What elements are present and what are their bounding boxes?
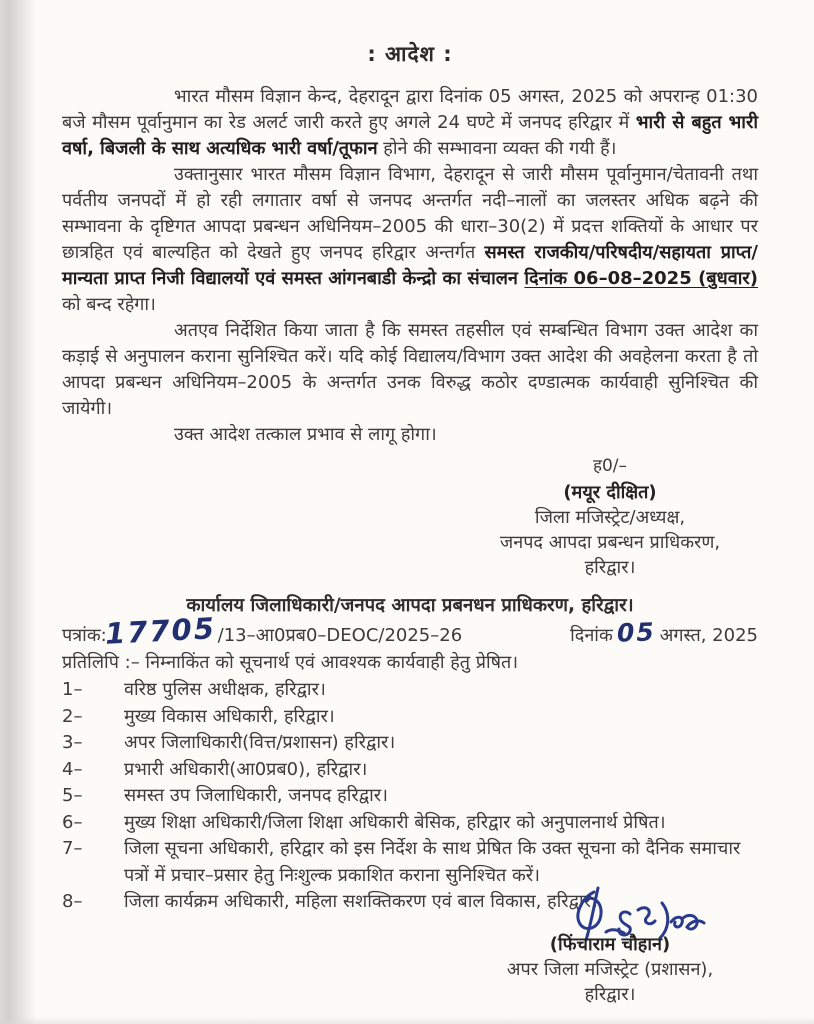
- document-content: [62, 40, 758, 1007]
- copy-item-text: वरिष्ठ पुलिस अधीक्षक, हरिद्वार।: [124, 679, 326, 700]
- copy-item-number: 2–: [62, 705, 83, 727]
- signatory-bottom-name: (फिंचाराम चौहान): [549, 933, 671, 955]
- para2-text-end: को बन्द रहेगा।: [62, 294, 156, 315]
- copy-list: [62, 677, 758, 916]
- copy-item: [62, 810, 758, 837]
- signatory-bottom-title1: अपर जिला मजिस्ट्रेट (प्रशासन),: [506, 958, 714, 980]
- copy-item-text: जिला कार्यक्रम अधिकारी, महिला सशक्तिकरण एवं बाल विकास, हरिद्वार।: [124, 891, 598, 912]
- para2-text: उक्तानुसार भारत मौसम विज्ञान विभाग, देहरादून से जारी मौसम पूर्वानुमान/चेतावनी तथा पर्वतीय जनपदों में हो रही लगातार वर्षा से जनपद अन्तर्गत नदी–नालों का जलस्तर अधिक बढ़ने की सम्भावना के दृष्टिगत आपदा प्रबन्धन अधिनियम–2005 की धारा–30(2) में प्रदत्त शक्तियों के आधार पर छात्रहित एवं बाल्यहित को देखते हुए जनपद हरिद्वार अन्तर्गत: [62, 164, 758, 263]
- copy-item-number: 3–: [62, 732, 83, 753]
- copy-item-number: 4–: [62, 758, 83, 780]
- signatory-block-top: [466, 454, 754, 580]
- letter-date-label: दिनांक: [570, 625, 613, 646]
- signatory-top-name: (मयूर दीक्षित): [563, 482, 657, 503]
- scan-left-edge-shadow: [0, 0, 36, 1024]
- para1-text: भारत मौसम विज्ञान केन्द, देहरादून द्वारा दिनांक 05 अगस्त, 2025 को अपरान्ह 01:30 बजे मौसम पूर्वानुमान का रेड अलर्ट जारी करते हुए अगले 24 घण्टे में जनपद हरिद्वार में: [62, 86, 758, 133]
- copy-item-text: जिला सूचना अधिकारी, हरिद्वार को इस निर्देश के साथ प्रेषित कि उक्त सूचना को दैनिक समाचार पत्रों में प्रचार–प्रसार हेतु निःशुल्क प्रकाशित कराना सुनिश्चित करें।: [124, 838, 741, 886]
- signatory-top-place: हरिद्वार।: [584, 557, 636, 578]
- copy-item-number: 5–: [62, 785, 83, 806]
- letter-date: [570, 617, 758, 649]
- para2-closure-date: दिनांक 06–08–2025 (बुधवार): [524, 268, 758, 289]
- scan-bottom-edge-shadow: [0, 1016, 814, 1024]
- copy-item: [62, 757, 758, 784]
- order-paragraph-4: उक्त आदेश तत्काल प्रभाव से लागू होगा।: [174, 424, 437, 445]
- signed-mark: ह0/–: [592, 456, 628, 476]
- copy-item-text: प्रभारी अधिकारी(आ0प्रब0), हरिद्वार।: [124, 758, 368, 780]
- letter-date-rest: अगस्त, 2025: [659, 625, 758, 646]
- copy-item-number: 7–: [62, 838, 83, 859]
- copy-item-text: समस्त उप जिलाधिकारी, जनपद हरिद्वार।: [124, 785, 388, 806]
- office-heading: कार्यालय जिलाधिकारी/जनपद आपदा प्रबनधन प्राधिकरण, हरिद्वार।: [186, 595, 634, 616]
- handwritten-letter-day: 05: [616, 617, 657, 648]
- order-title: : आदेश :: [367, 42, 453, 66]
- reference-row: [62, 611, 758, 651]
- copy-item: [62, 783, 758, 810]
- copy-item-text: मुख्य विकास अधिकारी, हरिद्वार।: [124, 705, 335, 727]
- order-paragraph-3: अतएव निर्देशित किया जाता है कि समस्त तहसील एवं सम्बन्धित विभाग उक्त आदेश का कड़ाई से अनुपालन कराना सुनिश्चित करें। यदि कोई विद्यालय/विभाग उक्त आदेश की अवहेलना करता है तो आपदा प्रबन्धन अधिनियम–2005 के अन्तर्गत उनक विरुद्ध कठोर दण्डात्मक कार्यवाही सुनिश्चित की जायेगी।: [62, 320, 758, 419]
- order-paragraph-1: [62, 84, 758, 162]
- letter-number-rest: /13–आ0प्रब0–DEOC/2025–26: [217, 625, 463, 646]
- copy-item-number: 6–: [62, 811, 83, 833]
- copy-item: [62, 704, 758, 731]
- signatory-block-bottom: [466, 886, 754, 1007]
- para1-text-end: होने की सम्भावना व्यक्त की गयी हैं।: [377, 138, 617, 159]
- signatory-top-title1: जिला मजिस्ट्रेट/अध्यक्ष,: [534, 507, 686, 528]
- copy-item-number: 8–: [62, 891, 83, 912]
- para1-bold-warning: भारी से बहुत भारी वर्षा, बिजली के साथ अत्यधिक भारी वर्षा/तूफान: [62, 112, 758, 159]
- handwritten-letter-number: 17705: [103, 611, 217, 651]
- para2-bold-institutions: समस्त राजकीय/परिषदीय/सहायता प्राप्त/मान्यता प्राप्त निजी विद्यालयों एवं समस्त आंगनबाडी केन्द्रो का संचालन: [62, 242, 759, 289]
- copy-heading: प्रतिलिपि :– निम्नाकिंत को सूचनार्थ एवं आवश्यक कार्यवाही हेतु प्रेषित।: [62, 652, 519, 673]
- order-paragraph-2: [62, 162, 758, 318]
- signatory-top-title2: जनपद आपदा प्रबन्धन प्राधिकरण,: [499, 532, 721, 553]
- copy-item: [62, 836, 758, 889]
- copy-item-text: मुख्य शिक्षा अधिकारी/जिला शिक्षा अधिकारी बेसिक, हरिद्वार को अनुपालनार्थ प्रेषित।: [124, 811, 666, 833]
- letter-number-label: पत्रांक:: [62, 625, 107, 646]
- copy-item-number: 1–: [62, 679, 83, 700]
- copy-item: [62, 730, 758, 757]
- copy-item-text: अपर जिलाधिकारी(वित्त/प्रशासन) हरिद्वार।: [124, 732, 396, 753]
- signatory-bottom-place: हरिद्वार।: [584, 983, 636, 1005]
- copy-item: [62, 677, 758, 704]
- letter-number: [62, 611, 463, 651]
